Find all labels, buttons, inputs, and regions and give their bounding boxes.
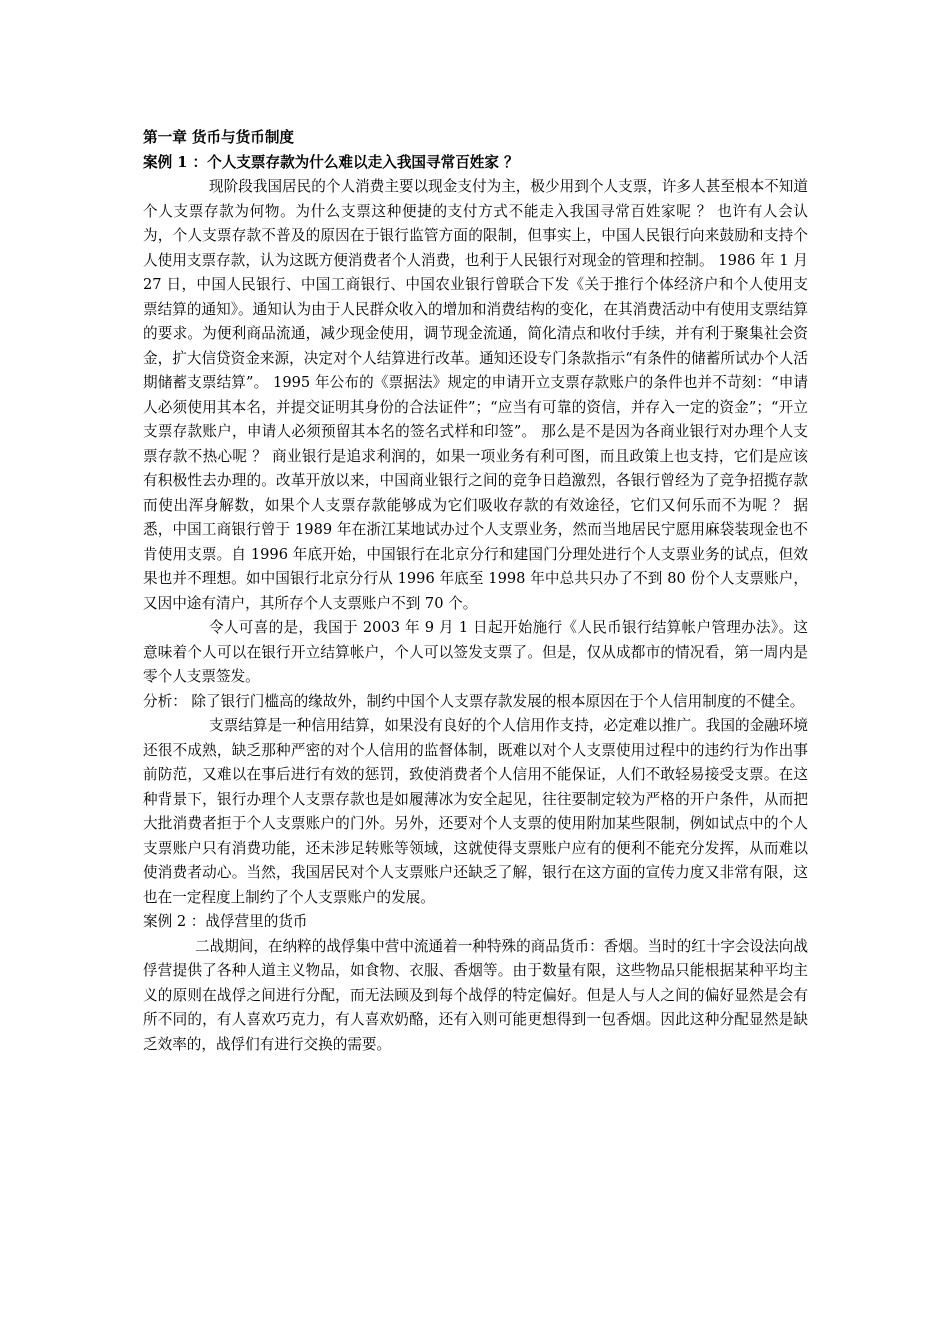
case1-analysis-paragraph: 支票结算是一种信用结算，如果没有良好的个人信用作支持，必定难以推广。我国的金融环境还很不成熟，缺乏那种严密的对个人信用的监督体制，既难以对个人支票使用过程中的违约行为作出事前防范，又难以在事后进行有效的惩罚，致使消费者个人信用不能保证，人们不敢轻易接受支票。在这种背景下，银行办理个人支票存款也是如履薄冰为安全起见，往往要制定较为严格的开户条件，从而把大批消费者拒于个人支票账户的门外。另外，还要对个人支票的使用附加某些限制，例如试点中的个人支票账户只有消费功能，还未涉足转账等领域，这就使得支票账户应有的便利不能充分发挥，从而难以使消费者动心。当然，我国居民对个人支票账户还缺乏了解，银行在这方面的宣传力度又非常有限，这也在一定程度上制约了个人支票账户的发展。 — [143, 717, 808, 906]
case1-paragraph-2: 令人可喜的是，我国于 2003 年 9 月 1 日起开始施行《人民币银行结算帐户管理办法》。这意味着个人可以在银行开立结算帐户，个人可以签发支票了。但是，仅从成都市的情况看，第一周内是零个人支票签发。 — [143, 619, 808, 685]
case1-analysis — [143, 690, 808, 715]
analysis-label: 分析： — [143, 692, 187, 710]
analysis-text: 除了银行门槛高的缘故外，制约中国个人支票存款发展的根本原因在于个人信用制度的不健全。 — [186, 692, 805, 710]
case2-title: 案例 2 ：战俘营里的货币 — [143, 913, 308, 930]
case1-paragraph-1: 现阶段我国居民的个人消费主要以现金支付为主，极少用到个人支票，许多人甚至根本不知道个人支票存款为何物。为什么支票这种便捷的支付方式不能走入我国寻常百姓家呢 ？ 也许有人会认为，个人支票存款不普及的原因在于银行监管方面的限制，但事实上，中国人民银行向来鼓励和支持个人使用支票存款，认为这既方便消费者个人消费，也利于人民银行对现金的管理和控制。 1986 年 1 月 27 日，中国人民银行、中国工商银行、中国农业银行曾联合下发《关于推行个体经济户和个人使用支票结算的通知》。通知认为由于人民群众收入的增加和消费结构的变化，在其消费活动中有使用支票结算的要求。为便利商品流通，减少现金使用，调节现金流通，简化清点和收付手续，并有利于聚集社会资金，扩大信贷资金来源，决定对个人结算进行改革。通知还设专门条款指示“有条件的储蓄所试办个人活期储蓄支票结算”。 1995 年公布的《票据法》规定的申请开立支票存款账户的条件也并不苛刻：“申请人必须使用其本名，并提交证明其身份的合法证件”；“应当有可靠的资信，并存入一定的资金”；“开立支票存款账户，申请人必须预留其本名的签名式样和印签”。 那么是不是因为各商业银行对办理个人支票存款不热心呢 ？ 商业银行是追求利润的，如果一项业务有利可图，而且政策上也支持，它们是应该有积极性去办理的。改革开放以来，中国商业银行之间的竞争日趋激烈，各银行曾经为了竞争招揽存款而使出浑身解数，如果个人支票存款能够成为它们吸收存款的有效途径，它们又何乐而不为呢 ？ 据悉，中国工商银行曾于 1989 年在浙江某地试办过个人支票业务，然而当地居民宁愿用麻袋装现金也不肯使用支票。自 1996 年底开始，中国银行在北京分行和建国门分理处进行个人支票业务的试点，但效果也并不理想。如中国银行北京分行从 1996 年底至 1998 年中总共只办了不到 80 份个人支票账户，又因中途有清户，其所存个人支票账户不到 70 个。 — [143, 178, 808, 612]
document-body — [143, 126, 808, 1057]
chapter-title: 第一章 货币与货币制度 — [143, 129, 295, 146]
case2-paragraph: 二战期间，在纳粹的战俘集中营中流通着一种特殊的商品货币：香烟。当时的红十字会设法向战俘营提供了各种人道主义物品，如食物、衣服、香烟等。由于数量有限，这些物品只能根据某种平均主义的原则在战俘之间进行分配，而无法顾及到每个战俘的特定偏好。但是人与人之间的偏好显然是会有所不同的，有人喜欢巧克力，有人喜欢奶酪，还有入则可能更想得到一包香烟。因此这种分配显然是缺乏效率的，战俘们有进行交换的需要。 — [143, 937, 808, 1053]
case1-title: 案例 1 ：个人支票存款为什么难以走入我国寻常百姓家 ？ — [143, 153, 519, 171]
